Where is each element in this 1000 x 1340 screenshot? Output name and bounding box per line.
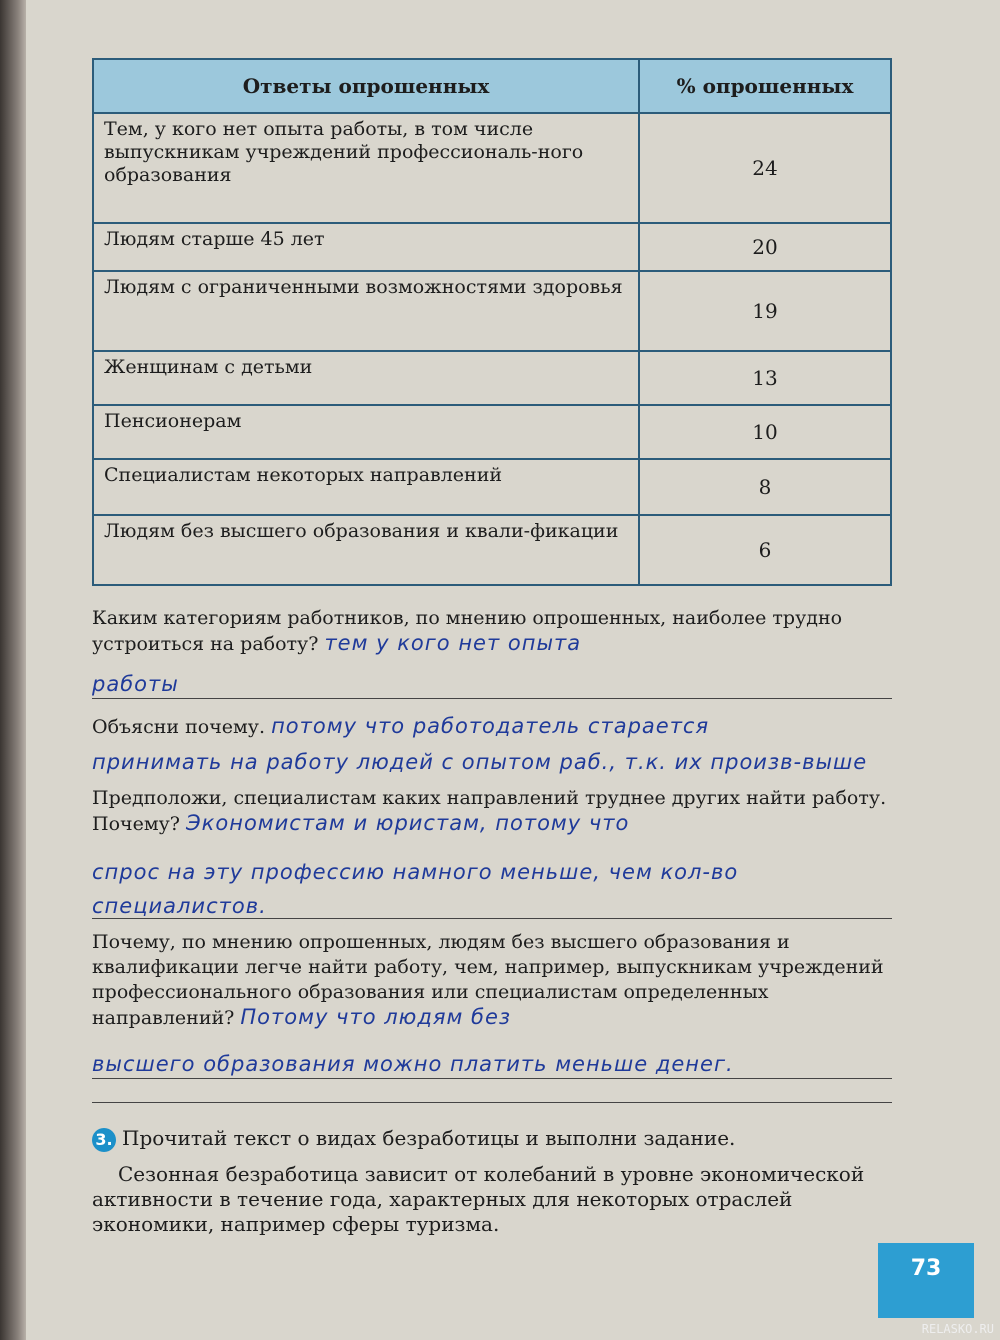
question-3-answer-line-2: спрос на эту профессию намного меньше, чем кол-во xyxy=(92,860,739,884)
table-row xyxy=(93,405,891,459)
percent-cell: 20 xyxy=(639,223,891,271)
question-2-answer-line-1: потому что работодатель старается xyxy=(271,714,710,738)
question-1-answer-line-1: тем у кого нет опыта xyxy=(324,631,582,655)
question-4 xyxy=(92,930,892,1031)
header-answers: Ответы опрошенных xyxy=(93,59,639,113)
question-4-answer-line-1: Потому что людям без xyxy=(240,1005,512,1029)
answer-cell: Тем, у кого нет опыта работы, в том числе выпускникам учреждений профессиональ-ного образования xyxy=(93,113,639,223)
answer-rule xyxy=(92,1078,892,1079)
answer-cell: Женщинам с детьми xyxy=(93,351,639,405)
question-3-answer-line-3: специалистов. xyxy=(92,894,267,918)
table-header-row xyxy=(93,59,891,113)
answer-cell: Людям без высшего образования и квали-фикации xyxy=(93,515,639,585)
question-4-text: Почему, по мнению опрошенных, людям без высшего образования и квалификации легче найти работу, чем, например, выпускникам учреждений профессионального образования или специалистам определенных направлений? xyxy=(92,931,884,1029)
answer-rule xyxy=(92,698,892,699)
question-2 xyxy=(92,714,892,740)
question-1 xyxy=(92,606,892,657)
question-2-answer-line-2: принимать на работу людей с опытом раб., т.к. их произв-выше xyxy=(92,750,868,774)
task-3-paragraph: Сезонная безработица зависит от колебаний в уровне экономической активности в течение года, характерных для некоторых отраслей экономики, например сферы туризма. xyxy=(92,1162,865,1236)
percent-cell: 8 xyxy=(639,459,891,515)
answer-rule xyxy=(92,1102,892,1103)
task-3-heading xyxy=(92,1126,892,1152)
survey-table xyxy=(92,58,892,586)
answer-cell: Людям старше 45 лет xyxy=(93,223,639,271)
table-row xyxy=(93,515,891,585)
percent-cell: 6 xyxy=(639,515,891,585)
header-percent: % опрошенных xyxy=(639,59,891,113)
answer-cell: Специалистам некоторых направлений xyxy=(93,459,639,515)
task-number-badge: 3. xyxy=(92,1128,116,1152)
question-3-text: Предположи, специалистам каких направлений труднее других найти работу. Почему? xyxy=(92,787,887,835)
table-row xyxy=(93,113,891,223)
answer-cell: Людям с ограниченными возможностями здоровья xyxy=(93,271,639,351)
percent-cell: 24 xyxy=(639,113,891,223)
table-row xyxy=(93,459,891,515)
question-1-answer-line-2: работы xyxy=(92,672,179,696)
table-row xyxy=(93,223,891,271)
watermark: RELASKO.RU xyxy=(921,1322,994,1336)
task-3-title: Прочитай текст о видах безработицы и выполни задание. xyxy=(122,1126,736,1150)
percent-cell: 13 xyxy=(639,351,891,405)
question-3-answer-line-1: Экономистам и юристам, потому что xyxy=(186,811,630,835)
question-4-answer-line-2: высшего образования можно платить меньше денег. xyxy=(92,1052,734,1076)
percent-cell: 10 xyxy=(639,405,891,459)
table-row xyxy=(93,351,891,405)
question-2-text: Объясни почему. xyxy=(92,716,266,738)
question-3 xyxy=(92,786,892,837)
percent-cell: 19 xyxy=(639,271,891,351)
answer-cell: Пенсионерам xyxy=(93,405,639,459)
table-row xyxy=(93,271,891,351)
page-number: 73 xyxy=(878,1243,974,1318)
answer-rule xyxy=(92,918,892,919)
question-1-text: Каким категориям работников, по мнению опрошенных, наиболее трудно устроиться на работу? xyxy=(92,607,843,655)
workbook-page xyxy=(26,0,1000,1340)
